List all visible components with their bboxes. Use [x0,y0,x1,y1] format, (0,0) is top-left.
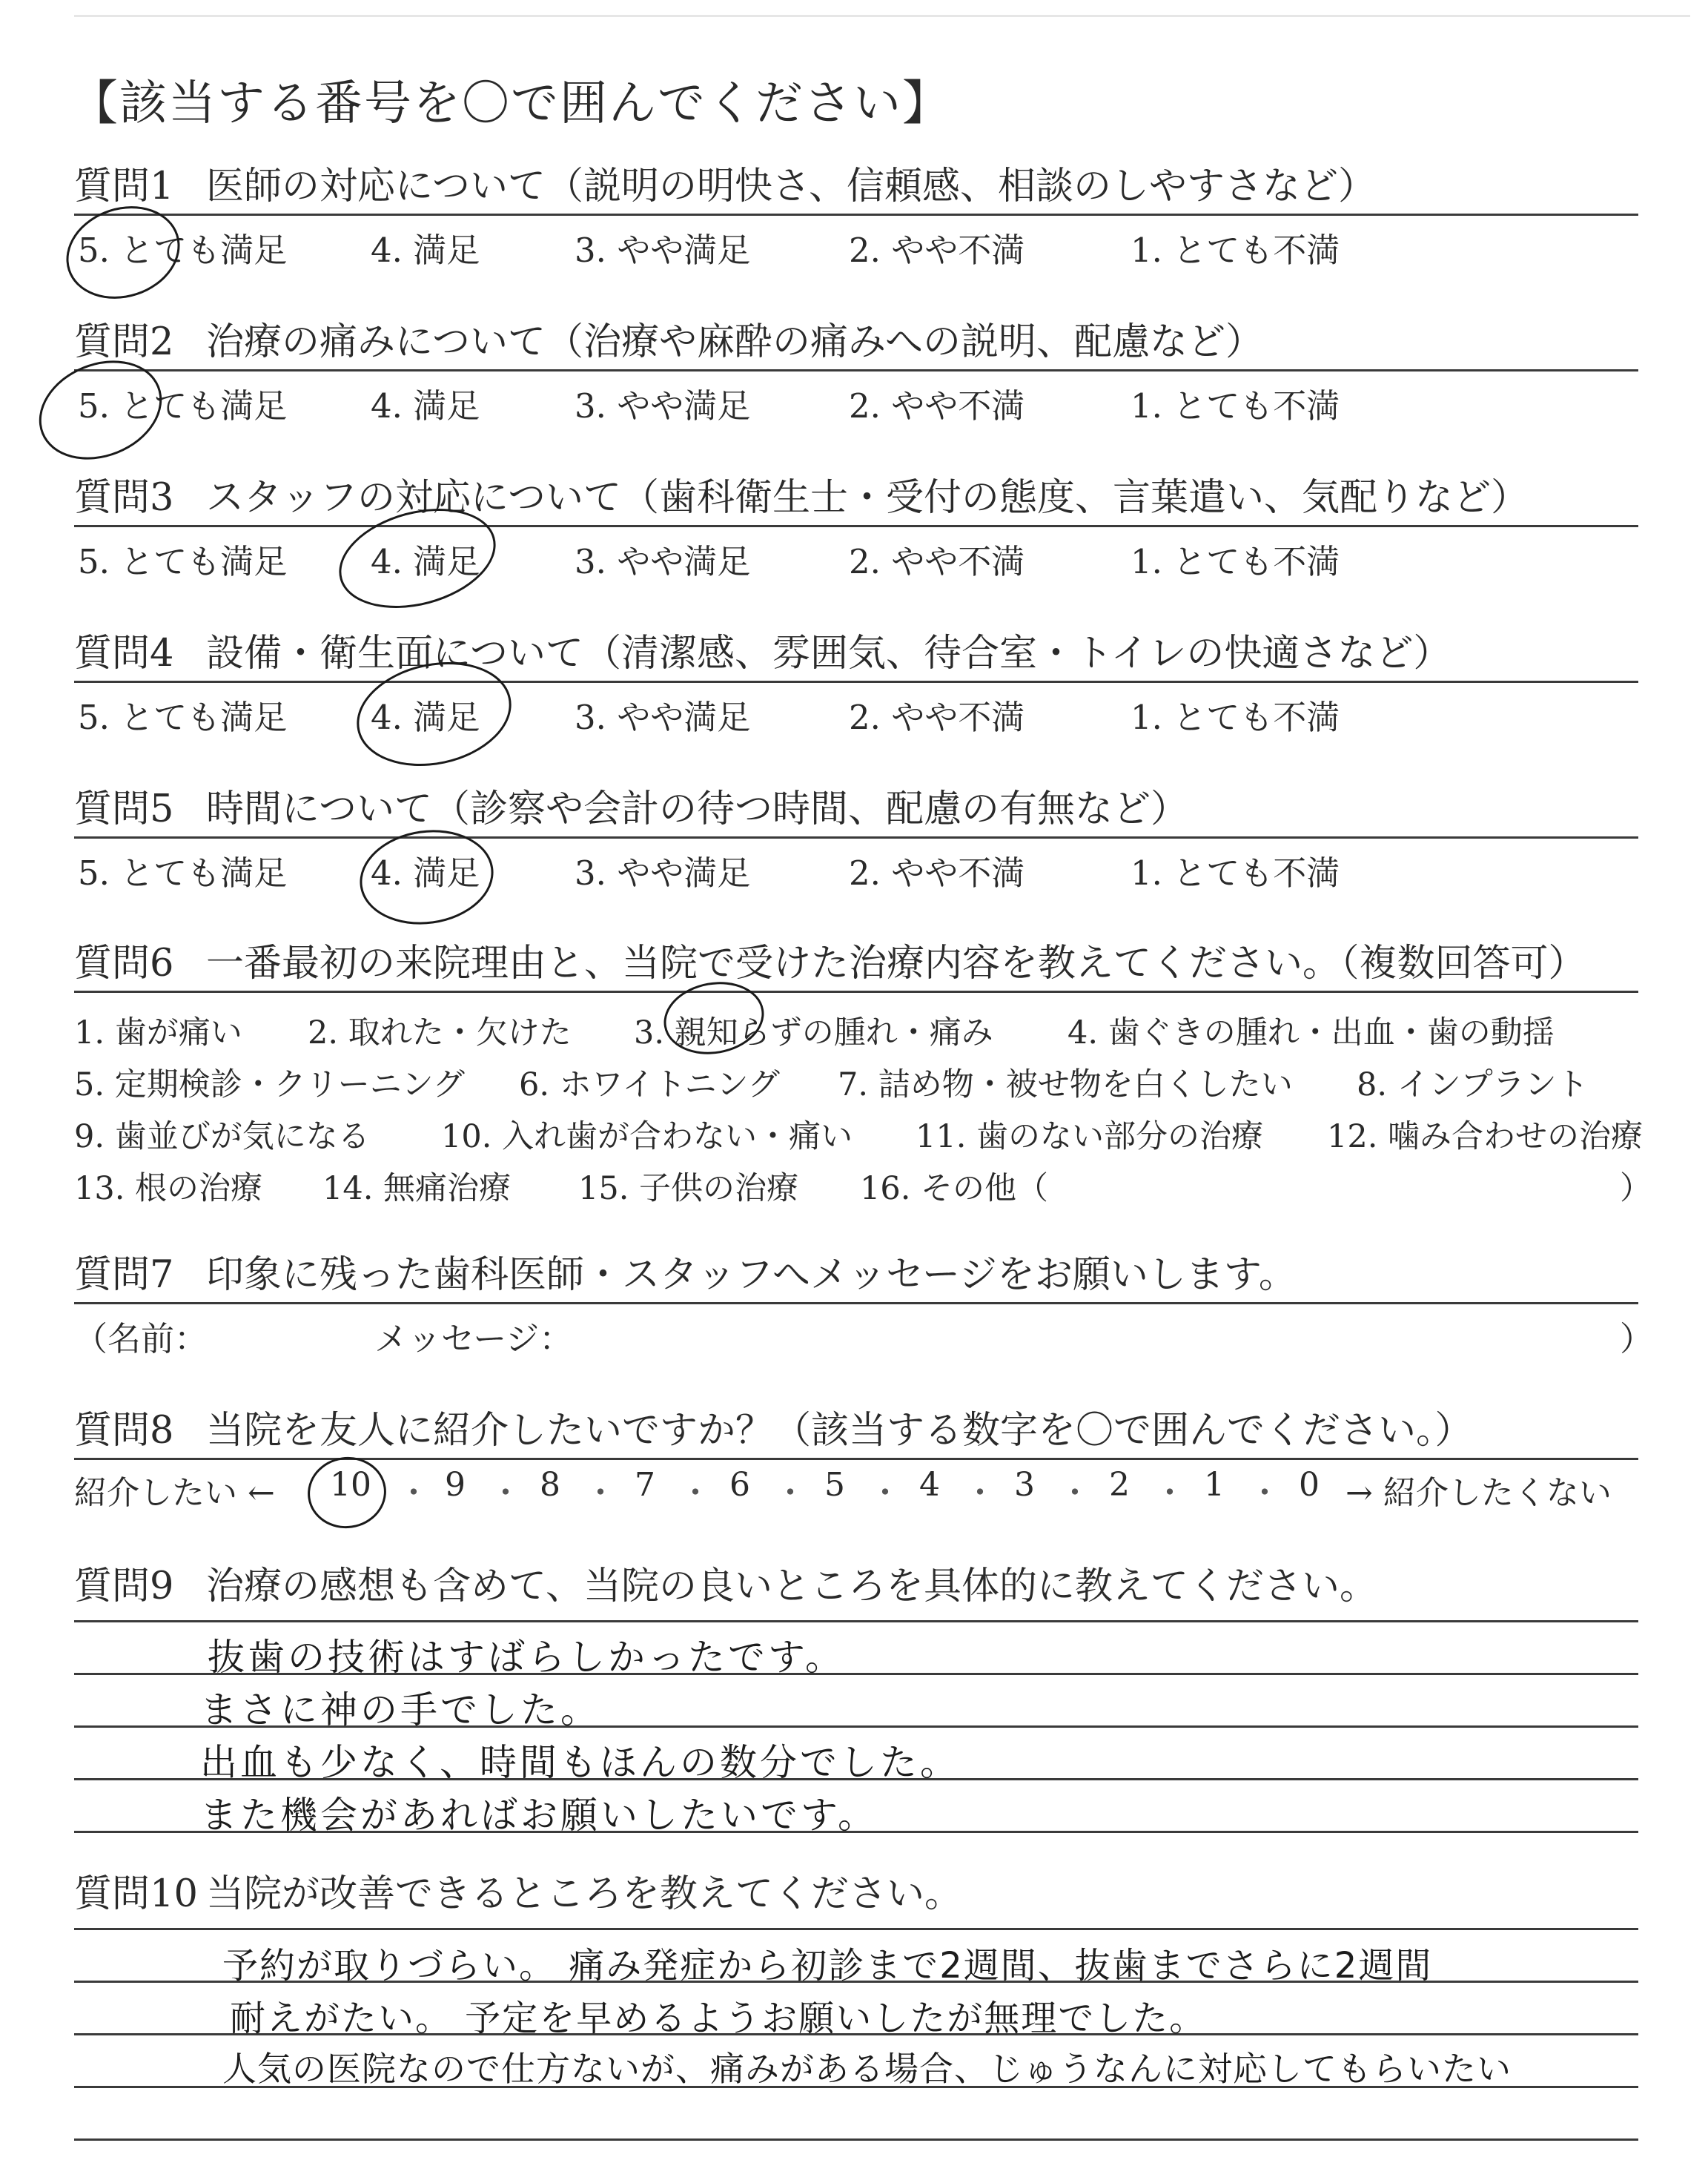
option-1[interactable]: 1. とても不満 [1131,386,1340,426]
reason-option[interactable]: 8. インプラント [1357,1066,1589,1103]
question-text: 治療の感想も含めて、当院の良いところを具体的に教えてください。 [206,1565,1377,1608]
question-2 [74,320,1638,426]
scale-4[interactable]: 4 [919,1466,940,1504]
scale-5[interactable]: 5 [824,1466,845,1504]
answer-options [74,216,1638,268]
separator: ・ [679,1474,712,1512]
question-text: 治療の痛みについて（治療や麻酔の痛みへの説明、配慮など） [206,320,1263,364]
question-number: 質問5 [74,787,174,831]
scale-1[interactable]: 1 [1204,1466,1225,1504]
option-1[interactable]: 1. とても不満 [1131,698,1340,737]
reason-option[interactable]: 11. 歯のない部分の治療 [916,1118,1264,1155]
scale-10[interactable]: 10 [330,1466,371,1504]
close-paren: ） [1620,1170,1652,1207]
scale-3[interactable]: 3 [1014,1466,1035,1504]
question-number: 質問3 [74,476,174,520]
handwritten-answer: 抜歯の技術はすばらしかったです。 [208,1636,845,1679]
reason-option[interactable]: 6. ホワイトニング [519,1066,780,1103]
question-number: 質問9 [74,1565,174,1608]
option-5[interactable]: 5. とても満足 [78,231,288,270]
question-number: 質問8 [74,1409,174,1453]
option-3[interactable]: 3. やや満足 [575,698,751,737]
option-4[interactable]: 4. 満足 [371,853,480,893]
reason-option[interactable]: 16. その他（ [860,1170,1049,1207]
option-1[interactable]: 1. とても不満 [1131,853,1340,893]
question-6 [74,942,1652,1215]
separator: ・ [774,1474,807,1512]
reason-option[interactable]: 9. 歯並びが気になる [74,1118,370,1155]
scale-7[interactable]: 7 [635,1466,655,1504]
reason-option[interactable]: 13. 根の治療 [74,1170,263,1207]
question-number: 質問2 [74,320,174,364]
separator: ・ [1153,1474,1186,1512]
option-1[interactable]: 1. とても不満 [1131,542,1340,581]
scale-2[interactable]: 2 [1109,1466,1130,1504]
name-label: （名前： [74,1319,208,1358]
handwritten-answer: 出血も少なく、時間もほんの数分でした。 [200,1741,960,1784]
option-4[interactable]: 4. 満足 [371,698,480,737]
option-2[interactable]: 2. やや不満 [849,542,1025,581]
option-5[interactable]: 5. とても満足 [78,853,288,893]
question-number: 質問6 [74,942,174,985]
page-title: 【該当する番号を〇で囲んでください】 [70,76,951,131]
top-border [74,15,1690,17]
question-text: 当院が改善できるところを教えてください。 [206,1872,963,1916]
option-4[interactable]: 4. 満足 [371,542,480,581]
option-4[interactable]: 4. 満足 [371,386,480,426]
reason-option[interactable]: 2. 取れた・欠けた [308,1014,572,1051]
separator: ・ [397,1474,430,1512]
option-2[interactable]: 2. やや不満 [849,853,1025,893]
question-7 [74,1253,1654,1358]
answer-options [74,527,1638,579]
answer-options [74,371,1638,426]
option-2[interactable]: 2. やや不満 [849,386,1025,426]
separator: ・ [1059,1474,1091,1512]
separator: ・ [869,1474,901,1512]
scale-8[interactable]: 8 [540,1466,560,1504]
question-text: 印象に残った歯科医師・スタッフへメッセージをお願いします。 [206,1253,1297,1297]
reason-option[interactable]: 12. 噛み合わせの治療 [1327,1118,1644,1155]
scale-9[interactable]: 9 [445,1466,466,1504]
reason-option[interactable]: 5. 定期検診・クリーニング [74,1066,465,1103]
option-2[interactable]: 2. やや不満 [849,231,1025,270]
reason-option[interactable]: 4. 歯ぐきの腫れ・出血・歯の動揺 [1068,1014,1555,1051]
reason-option[interactable]: 10. 入れ歯が合わない・痛い [441,1118,853,1155]
option-3[interactable]: 3. やや満足 [575,231,751,270]
option-2[interactable]: 2. やや不満 [849,698,1025,737]
question-5 [74,787,1638,891]
option-4[interactable]: 4. 満足 [371,231,480,270]
handwritten-answer: まさに神の手でした。 [200,1688,600,1731]
message-fields [74,1304,1654,1358]
separator: ・ [1248,1474,1281,1512]
answer-line [74,1928,1638,1930]
answer-options [74,839,1638,891]
answer-line [74,1620,1638,1622]
scale-6[interactable]: 6 [729,1466,750,1504]
question-text: 設備・衛生面について（清潔感、雰囲気、待合室・トイレの快適さなど） [206,632,1452,676]
separator: ・ [964,1474,996,1512]
answer-options [74,683,1638,735]
handwritten-answer: 予約が取りづらい。 痛み発症から初診まで2週間、抜歯までさらに2週間 [222,1945,1433,1986]
option-3[interactable]: 3. やや満足 [575,542,751,581]
question-number: 質問1 [74,165,174,208]
option-1[interactable]: 1. とても不満 [1131,231,1340,270]
question-10 [74,1872,1638,1920]
separator: ・ [584,1474,617,1512]
question-text: スタッフの対応について（歯科衛生士・受付の態度、言葉遣い、気配りなど） [206,476,1529,520]
question-text: 時間について（診察や会計の待つ時間、配慮の有無など） [206,787,1188,831]
option-5[interactable]: 5. とても満足 [78,386,288,426]
question-9 [74,1565,1638,1612]
scale-left-label: 紹介したい ← [74,1474,275,1512]
handwritten-answer: また機会があればお願いしたいです。 [200,1794,878,1837]
handwritten-answer: 耐えがたい。 予定を早めるようお願いしたが無理でした。 [230,1998,1207,2039]
question-4 [74,632,1638,735]
question-1 [74,165,1638,268]
reason-option[interactable]: 3. 親知らずの腫れ・痛み [634,1014,993,1051]
close-paren: ） [1620,1319,1654,1358]
question-number: 質問10 [74,1872,198,1916]
reason-option[interactable]: 7. 詰め物・被せ物を白くしたい [838,1066,1293,1103]
separator: ・ [489,1474,522,1512]
option-5[interactable]: 5. とても満足 [78,698,288,737]
question-text: 医師の対応について（説明の明快さ、信頼感、相談のしやすさなど） [206,165,1376,208]
scale-right-label: → 紹介したくない [1345,1474,1612,1512]
option-5[interactable]: 5. とても満足 [78,542,288,581]
answer-line [74,2138,1638,2141]
reason-options [74,993,1652,1215]
option-3[interactable]: 3. やや満足 [575,853,751,893]
message-label: メッセージ： [374,1319,573,1358]
option-3[interactable]: 3. やや満足 [575,386,751,426]
question-number: 質問4 [74,632,174,676]
question-text: 当院を友人に紹介したいですか？（該当する数字を〇で囲んでください。） [206,1409,1473,1453]
handwritten-answer: 人気の医院なので仕方ないが、痛みがある場合、じゅうなんに対応してもらいたい [222,2049,1512,2089]
reason-option[interactable]: 15. 子供の治療 [578,1170,799,1207]
question-3 [74,476,1638,579]
question-text: 一番最初の来院理由と、当院で受けた治療内容を教えてください。（複数回答可） [206,942,1586,985]
question-number: 質問7 [74,1253,174,1297]
reason-option[interactable]: 14. 無痛治療 [322,1170,512,1207]
reason-option[interactable]: 1. 歯が痛い [74,1014,242,1051]
scale-0[interactable]: 0 [1299,1466,1320,1504]
